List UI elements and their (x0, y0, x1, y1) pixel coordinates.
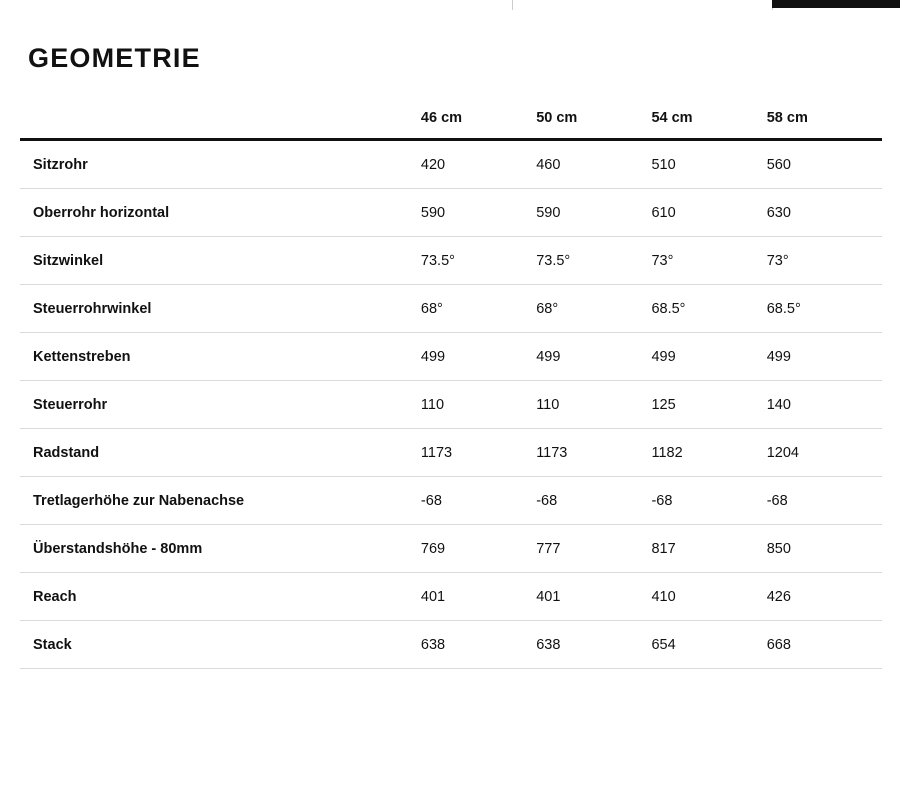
row-label: Tretlagerhöhe zur Nabenachse (20, 477, 421, 525)
column-header-size-54: 54 cm (651, 110, 766, 140)
row-value-58: 560 (767, 140, 882, 189)
table-row (20, 333, 882, 381)
row-value-58: 140 (767, 381, 882, 429)
row-label: Steuerrohrwinkel (20, 285, 421, 333)
row-value-54: 817 (651, 525, 766, 573)
table-row (20, 573, 882, 621)
row-value-54: 410 (651, 573, 766, 621)
geometry-page (0, 10, 900, 669)
row-label: Steuerrohr (20, 381, 421, 429)
row-value-58: 426 (767, 573, 882, 621)
top-divider-left (512, 0, 513, 10)
row-label: Überstandshöhe - 80mm (20, 525, 421, 573)
row-value-54: -68 (651, 477, 766, 525)
page-top-strip (0, 0, 900, 10)
row-value-58: 850 (767, 525, 882, 573)
row-value-50: 68° (536, 285, 651, 333)
row-value-50: 1173 (536, 429, 651, 477)
row-value-50: 777 (536, 525, 651, 573)
row-label: Sitzwinkel (20, 237, 421, 285)
table-row (20, 285, 882, 333)
row-value-58: -68 (767, 477, 882, 525)
row-label: Kettenstreben (20, 333, 421, 381)
column-header-label (20, 110, 421, 140)
table-body (20, 140, 882, 669)
row-value-58: 1204 (767, 429, 882, 477)
column-header-size-50: 50 cm (536, 110, 651, 140)
row-value-46: 1173 (421, 429, 536, 477)
row-value-46: 499 (421, 333, 536, 381)
table-row (20, 381, 882, 429)
table-row (20, 237, 882, 285)
row-label: Reach (20, 573, 421, 621)
row-value-46: 769 (421, 525, 536, 573)
table-header-row (20, 110, 882, 140)
row-value-58: 73° (767, 237, 882, 285)
geometry-table (20, 110, 882, 669)
row-value-58: 499 (767, 333, 882, 381)
row-value-46: -68 (421, 477, 536, 525)
table-row (20, 525, 882, 573)
row-value-54: 1182 (651, 429, 766, 477)
row-value-50: -68 (536, 477, 651, 525)
row-label: Oberrohr horizontal (20, 189, 421, 237)
row-label: Stack (20, 621, 421, 669)
row-value-46: 68° (421, 285, 536, 333)
row-value-54: 125 (651, 381, 766, 429)
row-value-50: 499 (536, 333, 651, 381)
table-row (20, 140, 882, 189)
row-value-46: 638 (421, 621, 536, 669)
row-value-54: 654 (651, 621, 766, 669)
row-value-50: 590 (536, 189, 651, 237)
column-header-size-46: 46 cm (421, 110, 536, 140)
row-value-50: 638 (536, 621, 651, 669)
row-value-54: 610 (651, 189, 766, 237)
row-label: Radstand (20, 429, 421, 477)
top-black-band (772, 0, 900, 8)
table-header (20, 110, 882, 140)
page-title: GEOMETRIE (28, 43, 201, 73)
row-value-58: 68.5° (767, 285, 882, 333)
row-value-58: 630 (767, 189, 882, 237)
row-value-46: 590 (421, 189, 536, 237)
row-value-54: 510 (651, 140, 766, 189)
table-row (20, 477, 882, 525)
row-value-46: 110 (421, 381, 536, 429)
row-value-54: 68.5° (651, 285, 766, 333)
row-value-46: 420 (421, 140, 536, 189)
row-value-50: 110 (536, 381, 651, 429)
row-value-58: 668 (767, 621, 882, 669)
row-value-46: 401 (421, 573, 536, 621)
table-row (20, 621, 882, 669)
row-value-54: 73° (651, 237, 766, 285)
row-value-54: 499 (651, 333, 766, 381)
row-value-50: 460 (536, 140, 651, 189)
column-header-size-58: 58 cm (767, 110, 882, 140)
table-row (20, 189, 882, 237)
row-value-46: 73.5° (421, 237, 536, 285)
row-label: Sitzrohr (20, 140, 421, 189)
row-value-50: 401 (536, 573, 651, 621)
row-value-50: 73.5° (536, 237, 651, 285)
table-row (20, 429, 882, 477)
